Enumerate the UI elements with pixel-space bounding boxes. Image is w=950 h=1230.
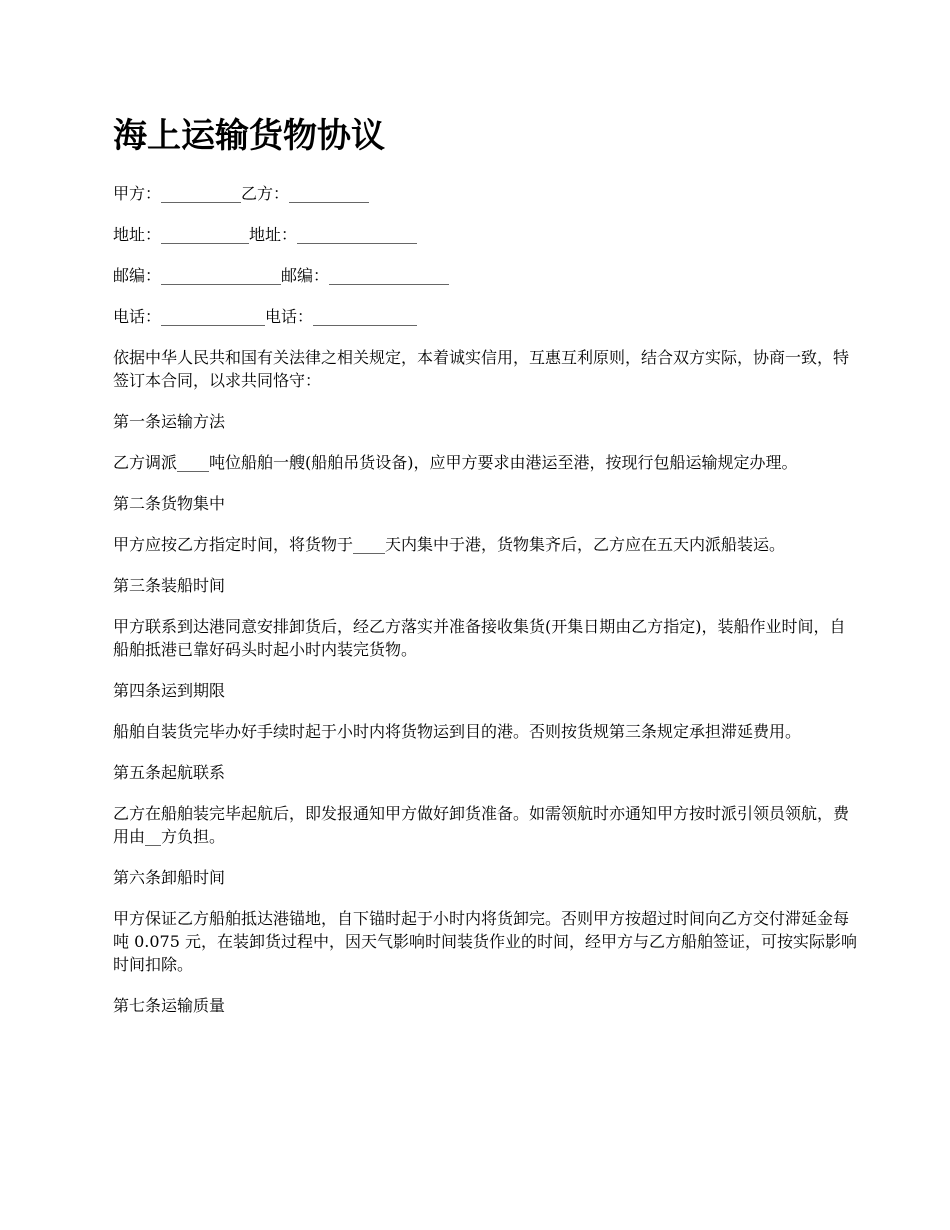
preamble-paragraph: 依据中华人民共和国有关法律之相关规定，本着诚实信用，互惠互利原则，结合双方实际，协商一致，特签订本合同，以求共同恪守： [113,348,850,390]
article-body: 甲方联系到达港同意安排卸货后，经乙方落实并准备接收集货(开集日期由乙方指定)，装船作业时间，自船舶抵港已靠好码头时起小时内装完货物。 [113,617,846,659]
article-body: 乙方在船舶装完毕起航后，即发报通知甲方做好卸货准备。如需领航时亦通知甲方按时派引领员领航，费用由__方负担。 [113,804,850,846]
article-heading: 第四条运到期限 [113,681,226,700]
address-line: 地址：___________地址：_______________ [113,225,418,244]
party-line: 甲方：__________乙方：__________ [113,184,370,203]
document-title: 海上运输货物协议 [113,116,385,156]
article-body: 甲方保证乙方船舶抵达港锚地，自下锚时起于小时内将货卸完。否则甲方按超过时间向乙方交付滞延金每吨 0.075 元，在装卸货过程中，因天气影响时间装货作业的时间，经甲方与乙方船舶签证，可按实际影响时间扣除。 [113,909,857,974]
article-heading: 第一条运输方法 [113,412,226,431]
article-body: 甲方应按乙方指定时间，将货物于____天内集中于港，货物集齐后，乙方应在五天内派船装运。 [113,535,786,554]
article-heading: 第三条装船时间 [113,576,226,595]
phone-line: 电话：_____________电话：_____________ [113,307,418,326]
article-heading: 第五条起航联系 [113,763,226,782]
article-heading: 第六条卸船时间 [113,868,226,887]
article-body: 船舶自装货完毕办好手续时起于小时内将货物运到目的港。否则按货规第三条规定承担滞延费用。 [113,722,802,741]
article-body: 乙方调派____吨位船舶一艘(船舶吊货设备)，应甲方要求由港运至港，按现行包船运输规定办理。 [113,453,798,472]
postcode-line: 邮编：_______________邮编：_______________ [113,266,450,285]
article-heading: 第七条运输质量 [113,996,226,1015]
article-heading: 第二条货物集中 [113,494,226,513]
document-page [113,110,858,1035]
